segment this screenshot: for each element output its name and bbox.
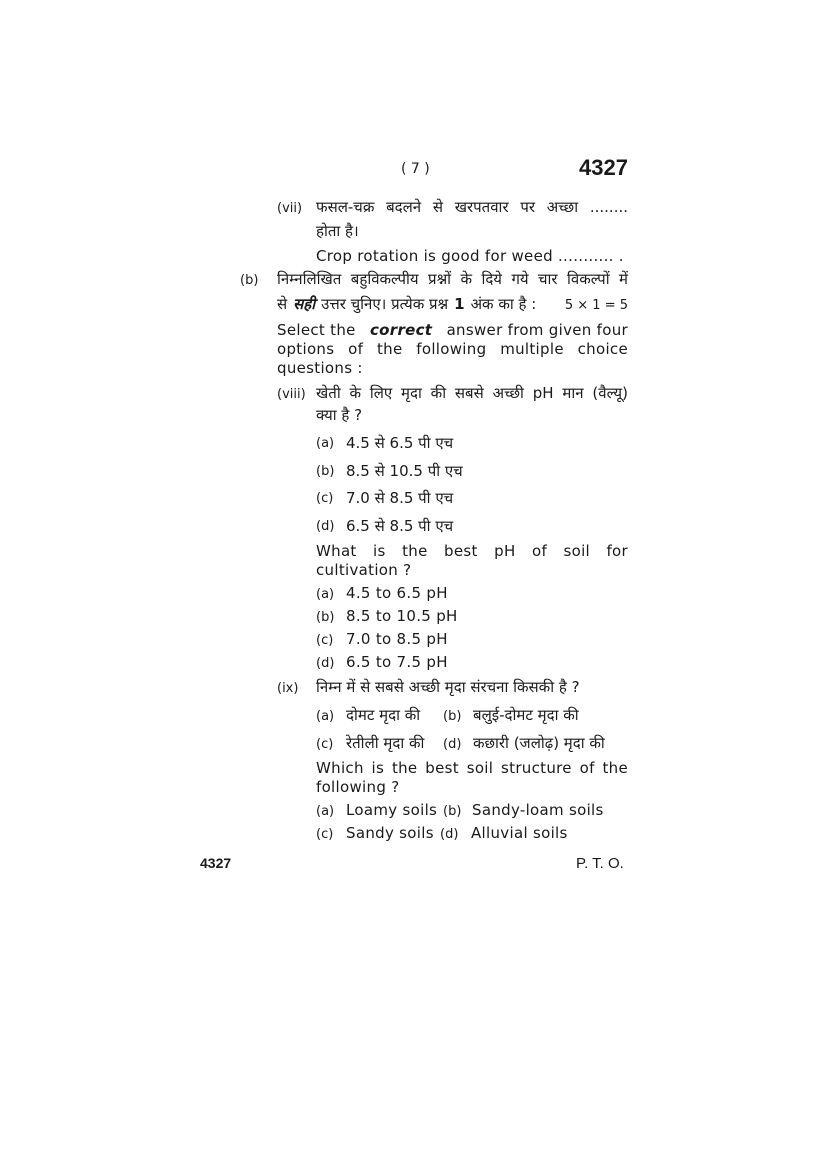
section-b-hindi-line2	[277, 294, 628, 314]
option-label: (b)	[316, 610, 335, 625]
section-label-b: (b)	[240, 273, 259, 288]
paper-code-footer: 4327	[200, 855, 232, 871]
hindi-text: अंक का है :	[470, 295, 537, 313]
option-label: (a)	[316, 804, 335, 819]
q9-hindi-option-a: दोमट मृदा की	[346, 706, 421, 724]
q9-hindi-question: निम्न में से सबसे अच्छी मृदा संरचना किसकी है ?	[316, 678, 580, 696]
page-number: ( 7 )	[401, 161, 430, 177]
q8-english-line1: What is the best pH of soil for	[316, 542, 628, 560]
q8-english-option-c: 7.0 to 8.5 pH	[346, 630, 448, 648]
option-label: (a)	[316, 587, 335, 602]
q8-hindi-option-c: 7.0 से 8.5 पी एच	[346, 489, 454, 507]
q8-english-option-a: 4.5 to 6.5 pH	[346, 584, 448, 602]
english-text: Select the	[277, 321, 356, 339]
q9-english-line2: following ?	[316, 778, 400, 796]
paper-code-header: 4327	[579, 155, 628, 180]
question-label-vii: (vii)	[277, 201, 303, 216]
q9-english-option-b: Sandy-loam soils	[472, 801, 604, 819]
option-label: (d)	[316, 519, 335, 534]
q7-hindi-line2: होता है।	[316, 222, 359, 240]
option-label: (a)	[316, 709, 335, 724]
option-label: (d)	[316, 656, 335, 671]
q8-english-option-d: 6.5 to 7.5 pH	[346, 653, 448, 671]
option-label: (d)	[440, 827, 459, 842]
q8-hindi-option-a: 4.5 से 6.5 पी एच	[346, 434, 454, 452]
question-label-ix: (ix)	[277, 681, 299, 696]
q8-english-option-b: 8.5 to 10.5 pH	[346, 607, 458, 625]
q7-hindi-line1: फसल-चक्र बदलने से खरपतवार पर अच्छा ........	[316, 198, 628, 216]
option-label: (b)	[316, 464, 335, 479]
q8-hindi-option-b: 8.5 से 10.5 पी एच	[346, 462, 463, 480]
q9-hindi-option-b: बलुई-दोमट मृदा की	[473, 706, 579, 724]
hindi-text: से	[277, 295, 288, 313]
q9-hindi-option-c: रेतीली मृदा की	[346, 734, 425, 752]
q9-english-line1: Which is the best soil structure of the	[316, 759, 628, 777]
option-label: (a)	[316, 436, 335, 451]
hindi-emphasis-correct: सही	[293, 295, 316, 313]
english-text: answer from given four	[446, 321, 628, 339]
section-b-english-line1	[277, 321, 628, 339]
q9-english-option-c: Sandy soils	[346, 824, 434, 842]
section-b-english-line2: options of the following multiple choice	[277, 340, 628, 358]
q7-english: Crop rotation is good for weed ........... .	[316, 247, 624, 265]
q8-english-line2: cultivation ?	[316, 561, 412, 579]
total-marks: 5 × 1 = 5	[564, 298, 628, 313]
q8-hindi-line1: खेती के लिए मृदा की सबसे अच्छी pH मान (वैल्यू)	[316, 384, 628, 402]
option-label: (c)	[316, 491, 334, 506]
section-b-hindi-line1: निम्नलिखित बहुविकल्पीय प्रश्नों के दिये गये चार विकल्पों में	[277, 270, 628, 288]
q8-hindi-line2: क्या है ?	[316, 406, 363, 424]
section-b-english-line3: questions :	[277, 359, 363, 377]
option-label: (b)	[443, 709, 462, 724]
option-label: (c)	[316, 737, 334, 752]
q9-hindi-option-d: कछारी (जलोढ़) मृदा की	[473, 734, 605, 752]
hindi-text: उत्तर चुनिए। प्रत्येक प्रश्न	[321, 295, 449, 313]
option-label: (c)	[316, 633, 334, 648]
please-turn-over: P. T. O.	[576, 855, 624, 872]
option-label: (b)	[443, 804, 462, 819]
english-emphasis-correct: correct	[369, 321, 433, 339]
q9-english-option-a: Loamy soils	[346, 801, 438, 819]
q9-english-option-d: Alluvial soils	[471, 824, 568, 842]
option-label: (c)	[316, 827, 334, 842]
marks-per-question: 1	[454, 295, 465, 313]
question-label-viii: (viii)	[277, 387, 306, 402]
option-label: (d)	[443, 737, 462, 752]
q8-hindi-option-d: 6.5 से 8.5 पी एच	[346, 517, 454, 535]
